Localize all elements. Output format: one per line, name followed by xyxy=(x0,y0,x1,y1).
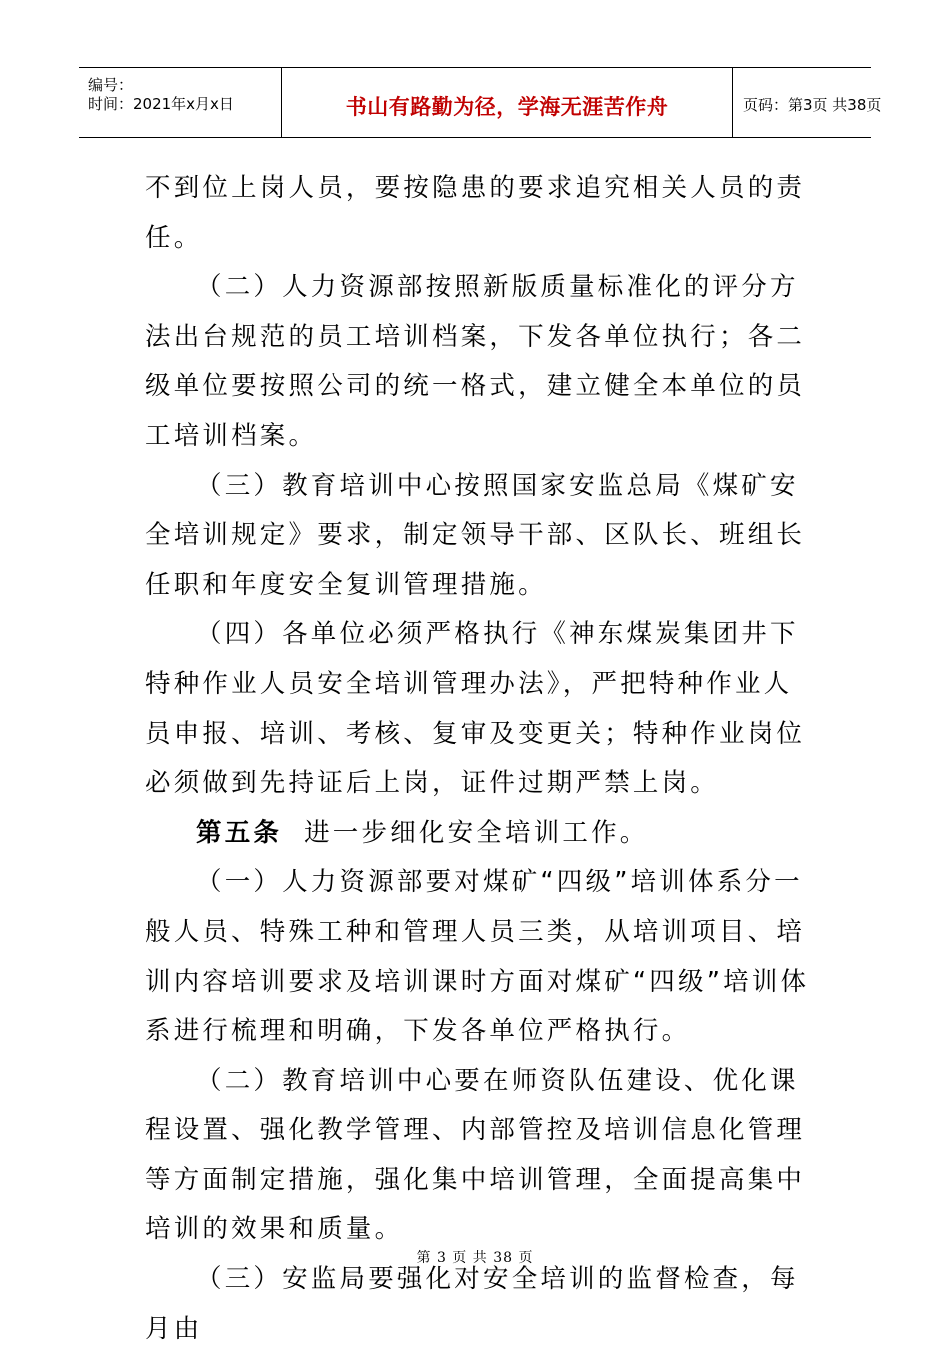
header-page-info: 页码：第3页 共38页 xyxy=(743,96,882,114)
body-paragraph: （二）教育培训中心要在师资队伍建设、优化课程设置、强化教学管理、内部管控及培训信息化管理等方面制定措施，强化集中培训管理，全面提高集中培训的效果和质量。 xyxy=(145,1065,806,1245)
body-paragraph: 不到位上岗人员，要按隐患的要求追究相关人员的责任。 xyxy=(145,173,806,253)
header-meta-cell xyxy=(79,68,281,137)
article-number: 第五条 xyxy=(196,817,283,848)
page-footer: 第 3 页 共 38 页 xyxy=(416,1250,534,1266)
document-number-label: 编号： xyxy=(88,76,134,94)
body-paragraph: （三）教育培训中心按照国家安监总局《煤矿安全培训规定》要求，制定领导干部、区队长、班组长任职和年度安全复训管理措施。 xyxy=(145,470,806,600)
body-paragraph: （二）人力资源部按照新版质量标准化的评分方法出台规范的员工培训档案，下发各单位执行；各二级单位要按照公司的统一格式，建立健全本单位的员工培训档案。 xyxy=(145,272,806,451)
body-paragraph: （四）各单位必须严格执行《神东煤炭集团井下特种作业人员安全培训管理办法》，严把特种作业人员申报、培训、考核、复审及变更关；特种作业岗位必须做到先持证后上岗，证件过期严禁上岗。 xyxy=(145,619,806,799)
body-paragraph: （一）人力资源部要对煤矿“四级”培训体系分一般人员、特殊工种和管理人员三类，从培训项目、培训内容培训要求及培训课时方面对煤矿“四级”培训体系进行梳理和明确，下发各单位严格执行。 xyxy=(145,867,810,1047)
document-date-label: 时间：2021年x月x日 xyxy=(88,95,234,113)
article-title: 进一步细化安全培训工作。 xyxy=(304,817,649,848)
body-paragraph: （三）安监局要强化对安全培训的监督检查，每月由 xyxy=(145,1264,799,1344)
document-header xyxy=(79,67,882,138)
header-motto-cell xyxy=(281,68,733,137)
document-body xyxy=(145,164,810,1354)
article-heading-paragraph xyxy=(145,809,810,859)
header-page-cell xyxy=(733,68,882,137)
header-motto: 书山有路勤为径，学海无涯苦作舟 xyxy=(345,95,669,119)
